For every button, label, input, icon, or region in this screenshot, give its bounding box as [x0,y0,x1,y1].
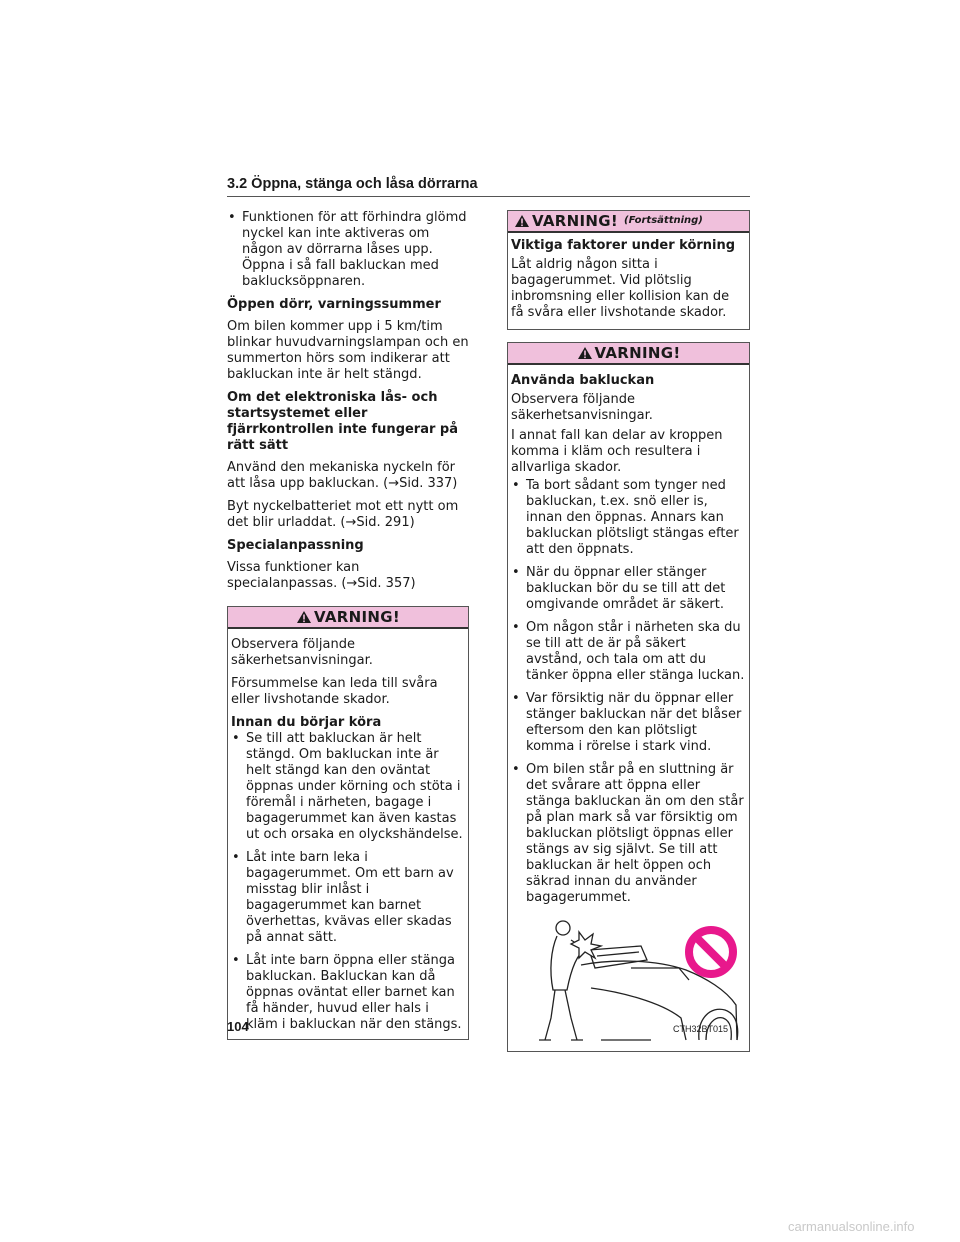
warning-triangle-icon [577,346,593,360]
prohibition-icon [689,930,733,974]
list-item: • Om någon står i närheten ska du se till att de är på säkert avstånd, och tala om att du tänker öppna eller stänga luckan. [512,620,745,683]
paragraph: Vissa funktioner kan specialanpassas. (→Sid. 357) [227,560,416,591]
warning-box-continued [507,210,750,330]
list-item: • Låt inte barn leka i bagagerummet. Om ett barn av misstag blir inlåst i bagagerummet kan barnet överhettas, kvävas eller skadas på annat sätt. [232,850,454,945]
warning-header [508,211,749,233]
warning-triangle-icon [296,610,312,624]
warning-list [231,731,464,1033]
page-number: 104 [227,1019,249,1034]
paragraph: Observera följande säkerhetsanvisningar. [511,392,653,423]
right-column [507,210,750,1052]
tailgate-illustration [511,910,745,1045]
continuation-label: (Fortsättning) [624,215,703,226]
warning-body [228,629,468,1039]
section-heading: Öppen dörr, varningssummer [227,297,441,312]
warning-body [508,365,749,1051]
intro-list [227,210,469,290]
paragraph: Försummelse kan leda till svåra eller livshotande skador. [231,676,438,707]
warning-title: VARNING! [314,608,400,626]
list-item: • När du öppnar eller stänger bakluckan bör du se till att det omgivande området är säkert. [512,565,726,612]
paragraph: Låt aldrig någon sitta i bagagerummet. Vid plötslig inbromsning eller kollision kan de få svåra eller livshotande skador. [511,257,730,320]
car-tailgate-drawing [511,910,745,1045]
warning-body [508,233,749,329]
warning-box-tailgate [507,342,750,1052]
warning-triangle-icon [514,214,530,228]
sub-heading: Viktiga faktorer under körning [511,238,736,253]
warning-header [228,607,468,629]
figure-code: CTH32BT015 [673,1024,729,1034]
section-heading: Om det elektroniska lås- och startsystemet eller fjärrkontrollen inte fungerar på rätt sätt [227,390,459,453]
warning-header [508,343,749,365]
section-heading: Specialanpassning [227,538,364,553]
list-item: • Låt inte barn öppna eller stänga bakluckan. Bakluckan kan då öppnas oväntat eller barnet kan få händer, huvud eller hals i kläm i bakluckan när den stängs. [232,953,462,1032]
warning-box [227,606,469,1040]
list-item: • Om bilen står på en sluttning är det svårare att öppna eller stänga bakluckan än om den står på plan mark så var försiktig om bakluckan plötsligt öppnas eller stängs av sig självt. Se till att bakluckan är helt öppen och säkrad innan du använder bagagerummet. [512,762,744,905]
warning-title: VARNING! [532,212,618,230]
list-item: • Ta bort sådant som tynger ned bakluckan, t.ex. snö eller is, innan den öppnas. Annars kan bakluckan plötsligt stängas efter att den öppnats. [512,478,739,557]
paragraph: Om bilen kommer upp i 5 km/tim blinkar huvudvarningslampan och en summerton hörs som indikerar att bakluckan inte är helt stängd. [227,319,469,382]
list-item: • Var försiktig när du öppnar eller stänger bakluckan när det blåser eftersom den kan plötsligt komma i rörelse i stark vind. [512,691,742,754]
sub-heading: Använda bakluckan [511,373,655,388]
warning-title: VARNING! [594,344,681,362]
paragraph: I annat fall kan delar av kroppen komma i kläm och resultera i allvarliga skador. [511,428,723,475]
list-item: • Funktionen för att förhindra glömd nyckel kan inte aktiveras om någon av dörrarna låses upp. Öppna i så fall bakluckan med baklucksöppnaren. [228,210,467,289]
paragraph: Byt nyckelbatteriet mot ett nytt om det blir urladdat. (→Sid. 291) [227,499,459,530]
list-item: • Se till att bakluckan är helt stängd. Om bakluckan inte är helt stängd kan den oväntat öppnas under körning och stöta i föremål i närheten, bagage i bagagerummet kan även kastas ut och orsaka en olyckshändelse. [232,731,463,842]
warning-list [511,478,745,906]
watermark: carmanualsonline.info [788,1219,915,1234]
paragraph: Observera följande säkerhetsanvisningar. [231,637,373,668]
section-header: 3.2 Öppna, stänga och låsa dörrarna [227,176,750,197]
sub-heading: Innan du börjar köra [231,715,382,730]
left-column [227,210,469,1040]
paragraph: Använd den mekaniska nyckeln för att låsa upp bakluckan. (→Sid. 337) [227,460,458,491]
